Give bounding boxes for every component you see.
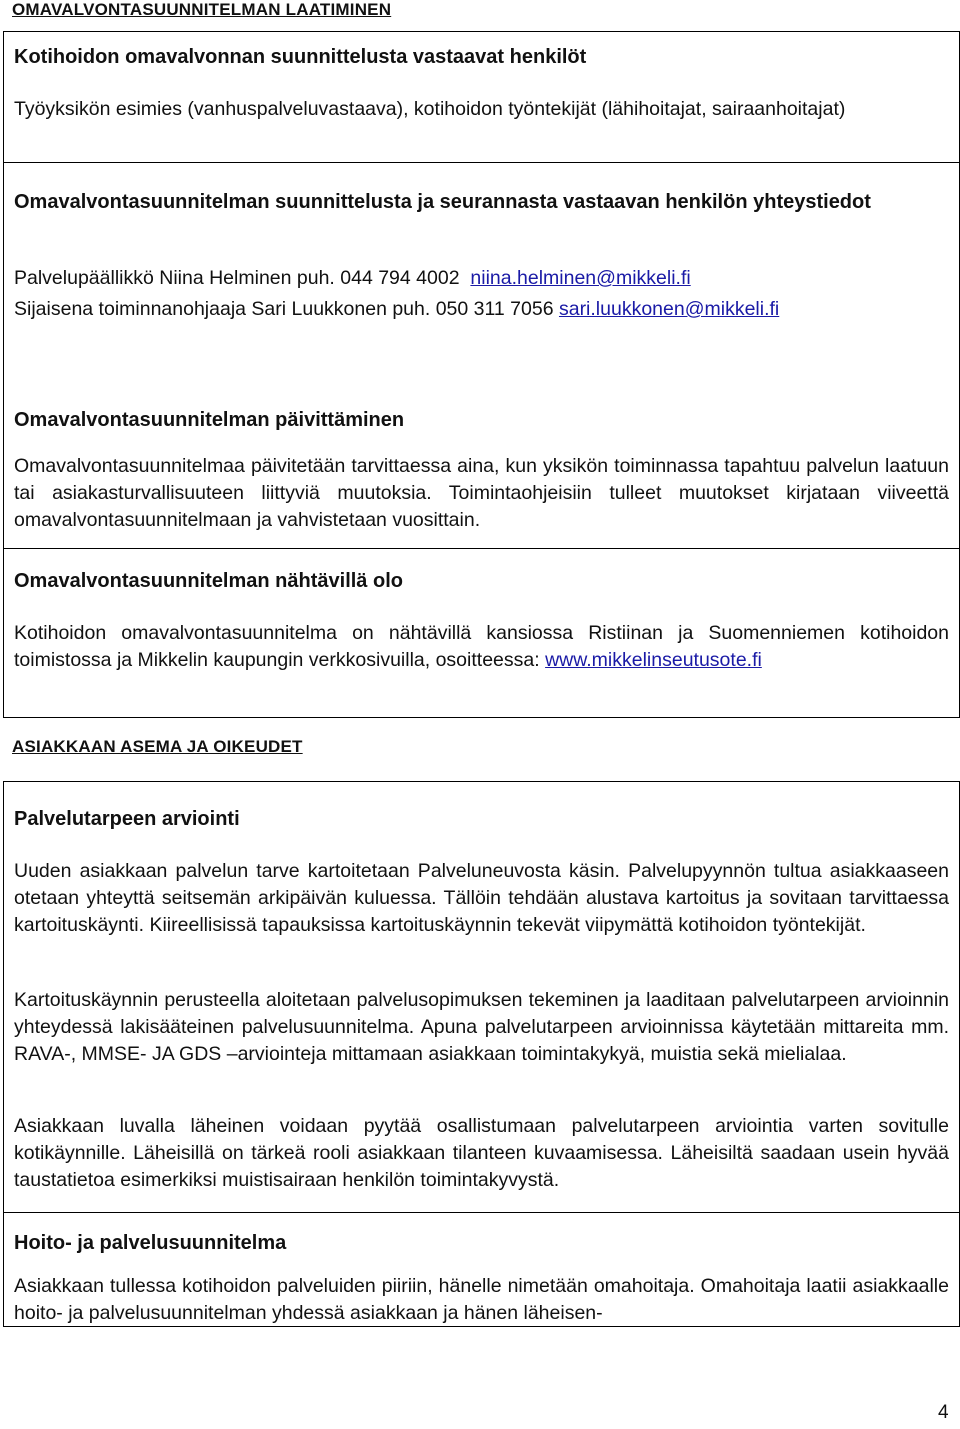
- availability-title: Omavalvontasuunnitelman nähtävillä olo: [14, 570, 403, 592]
- assessment-box: [3, 781, 960, 1327]
- availability-text: [14, 620, 949, 674]
- contact-title: Omavalvontasuunnitelman suunnittelusta ja seurannasta vastaavan henkilön yhteystiedot: [14, 191, 871, 213]
- responsible-box: [3, 31, 960, 163]
- updating-title: Omavalvontasuunnitelman päivittäminen: [14, 409, 405, 431]
- assessment-paragraph-1: Uuden asiakkaan palvelun tarve kartoitetaan Palveluneuvosta käsin. Palvelupyynnön tultua asiakkaaseen otetaan yhteyttä seitsemän arkipäivän kuluessa. Tällöin tehdään alustava kartoitus ja sovitaan tarvittaessa kartoituskäynti. Kiireellisissä tapauksissa kartoituskäynnin tekevät viipymättä kotihoidon työntekijät.: [14, 860, 949, 936]
- contact-line-2-text: Sijaisena toiminnanohjaaja Sari Luukkonen puh. 050 311 7056: [14, 298, 554, 320]
- section-heading-asiakkaan-asema: ASIAKKAAN ASEMA JA OIKEUDET: [12, 737, 303, 756]
- page-number: 4: [938, 1402, 949, 1423]
- availability-text-body: Kotihoidon omavalvontasuunnitelma on nähtävillä kansiossa Ristiinan ja Suomenniemen kotihoidon toimistossa ja Mikkelin kaupungin verkkosivuilla, osoitteessa:: [14, 622, 949, 671]
- contact-box: [3, 162, 960, 718]
- updating-text: Omavalvontasuunnitelmaa päivitetään tarvittaessa aina, kun yksikön toiminnassa tapahtuu palvelun laatuun tai asiakasturvallisuuteen liittyviä muutoksia. Toimintaohjeisiin tulleet muutokset kirjataan viiveettä omavalvontasuunnitelmaan ja vahvistetaan vuosittain.: [14, 455, 949, 531]
- contact-line-1: [14, 265, 691, 292]
- divider: [3, 548, 960, 549]
- assessment-paragraph-2: Kartoituskäynnin perusteella aloitetaan palvelusopimuksen tekeminen ja laaditaan palvelutarpeen arvioinnin yhteydessä lakisääteinen palvelusuunnitelma. Apuna palvelutarpeen arvioinnissa käytetään mittareita mm. RAVA-, MMSE- JA GDS –arviointeja mittamaan asiakkaan toimintakykyä, muistia sekä mielialaa.: [14, 989, 949, 1065]
- email-link-sari[interactable]: sari.luukkonen@mikkeli.fi: [558, 298, 780, 320]
- email-link-niina[interactable]: niina.helminen@mikkeli.fi: [470, 267, 691, 289]
- contact-line-1-text: Palvelupäällikkö Niina Helminen puh. 044 794 4002: [14, 267, 460, 289]
- responsible-title: Kotihoidon omavalvonnan suunnittelusta vastaavat henkilöt: [14, 46, 587, 68]
- section-heading-omavalvonta: OMAVALVONTASUUNNITELMAN LAATIMINEN: [12, 0, 392, 19]
- care-plan-text: Asiakkaan tullessa kotihoidon palveluiden piiriin, hänelle nimetään omahoitaja. Omahoitaja laatii asiakkaalle hoito- ja palvelusuunnitelman yhdessä asiakkaan ja hänen läheisen-: [14, 1275, 949, 1324]
- assessment-paragraph-3: Asiakkaan luvalla läheinen voidaan pyytää osallistumaan palvelutarpeen arviointia varten sovitulle kotikäynnille. Läheisillä on tärkeä rooli asiakkaan tilanteen kuvaamisessa. Läheisiltä saadaan usein hyvää taustatietoa esimerkiksi muistisairaan henkilön toimintakyvystä.: [14, 1115, 949, 1191]
- website-link[interactable]: www.mikkelinseutusote.fi: [545, 649, 762, 671]
- responsible-text: Työyksikön esimies (vanhuspalveluvastaava), kotihoidon työntekijät (lähihoitajat, sairaanhoitajat): [14, 98, 846, 120]
- care-plan-title: Hoito- ja palvelusuunnitelma: [14, 1232, 287, 1254]
- contact-line-2: [14, 296, 779, 323]
- assessment-title: Palvelutarpeen arviointi: [14, 808, 240, 830]
- divider: [3, 1212, 960, 1213]
